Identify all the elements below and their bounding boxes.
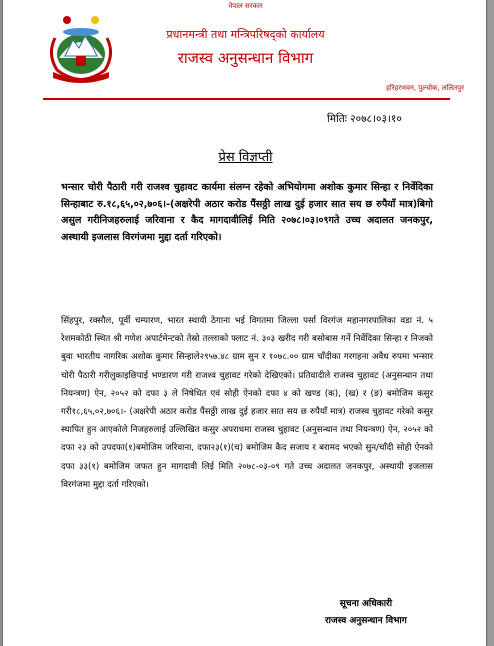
page-title [3, 147, 488, 165]
department-name: राजस्व अनुसन्धान विभाग [177, 49, 314, 67]
issue-date: मितिः २०७८।०३।१० [327, 113, 402, 125]
government-name: नेपाल सरकार [228, 2, 263, 10]
nepal-emblem-icon [43, 8, 119, 84]
office-address: हरिहरभवन, पुल्चोक, ललितपुर [386, 84, 464, 92]
body-paragraph: सिंहपुर, रक्सौल, पूर्वी चम्पारण, भारत स्थायी ठेगाना भई विगतमा जिल्ला पर्सा विरगंज महानगरपालिका वडा नं. ५ रेशमकोठी स्थित श्री गणेश अपार्टमेन्टको तेस्रो तल्लाको फ्लाट नं. ३०३ खरीद गरी बसोबास गर्ने निर्वेदिका सिन्हा र निजको बुवा भारतीय नागरिक अशोक कुमार सिन्हाले२९५७.४८ ग्राम सुन र १०७८.०० ग्राम चाँदीका गरगहना अवैध रुपमा भन्सार चोरी पैठारी गरीलुकाइछिपाई भण्डारण गरी राजश्व चुहावट गरेको देखिएको। प्रतिवादीले राजस्व चुहावट (अनुसन्धान तथा नियन्त्रण) ऐन, २०५२ को दफा ३ ले निषेधित एवं सोही ऐनको दफा ४ को खण्ड (क), (ख) र (ङ) बमोजिम कसुर गरी१८,६५,०२,७०६।- (अक्षरेपी अठार करोड पैंसठ्ठी लाख दुई हजार सात सय छ रुपैयाँ मात्र) राजस्व चुहावट गरेको कसुर स्थापित हुन आएकोले निजहरुलाई उल्लिखित कसुर अपराधमा राजस्व चुहावट (अनुसन्धान तथा नियन्त्रण) ऐन, २०५२ को दफा २३ को उपदफा(१)बमोजिम जरिवाना, दफा२३(१)(च) बमोजिम कैद सजाय र बरामद भएको सुन/चाँदी सोही ऐनको दफा ३३(१) बमोजिम जफत हुन मागदावी लिई मिति २०७८-०३-०९ गते उच्च अदालत जनकपुर, अस्थायी इजलास विरगंजमा मुद्दा दर्ता गरिएको। [61, 316, 433, 490]
signatory-designation: सूचना अधिकारी [339, 599, 393, 609]
office-name: प्रधानमन्त्री तथा मन्त्रिपरिषद्को कार्यालय [166, 28, 325, 41]
letterhead-divider [43, 98, 450, 100]
title-text: प्रेस विज्ञप्ती [218, 150, 273, 165]
lead-paragraph: भन्सार चोरी पैठारी गरी राजश्व चुहावट कार्यमा संलग्न रहेको अभियोगमा अशोक कुमार सिन्हा र निर्वेदिका सिन्हाबाट रु.१८,६५,०२,७०६।-(अक्षरेपी अठार करोड पैंसठ्ठी लाख दुई हजार सात सय छ रुपैयाँ मात्र)बिगो असुल गरीनिजहरुलाई जरिवाना र कैद मागदावीलिई मिति २०७८।०३।०९गते उच्च अदालत जनकपुर, अस्थायी इजलास विरगंजमा मुद्दा दर्ता गरिएको। [61, 182, 433, 243]
signature-block [325, 596, 407, 630]
signatory-department: राजस्व अनुसन्धान विभाग [325, 616, 407, 626]
scrollbar-gutter [488, 0, 494, 646]
press-release-page [2, 0, 487, 646]
